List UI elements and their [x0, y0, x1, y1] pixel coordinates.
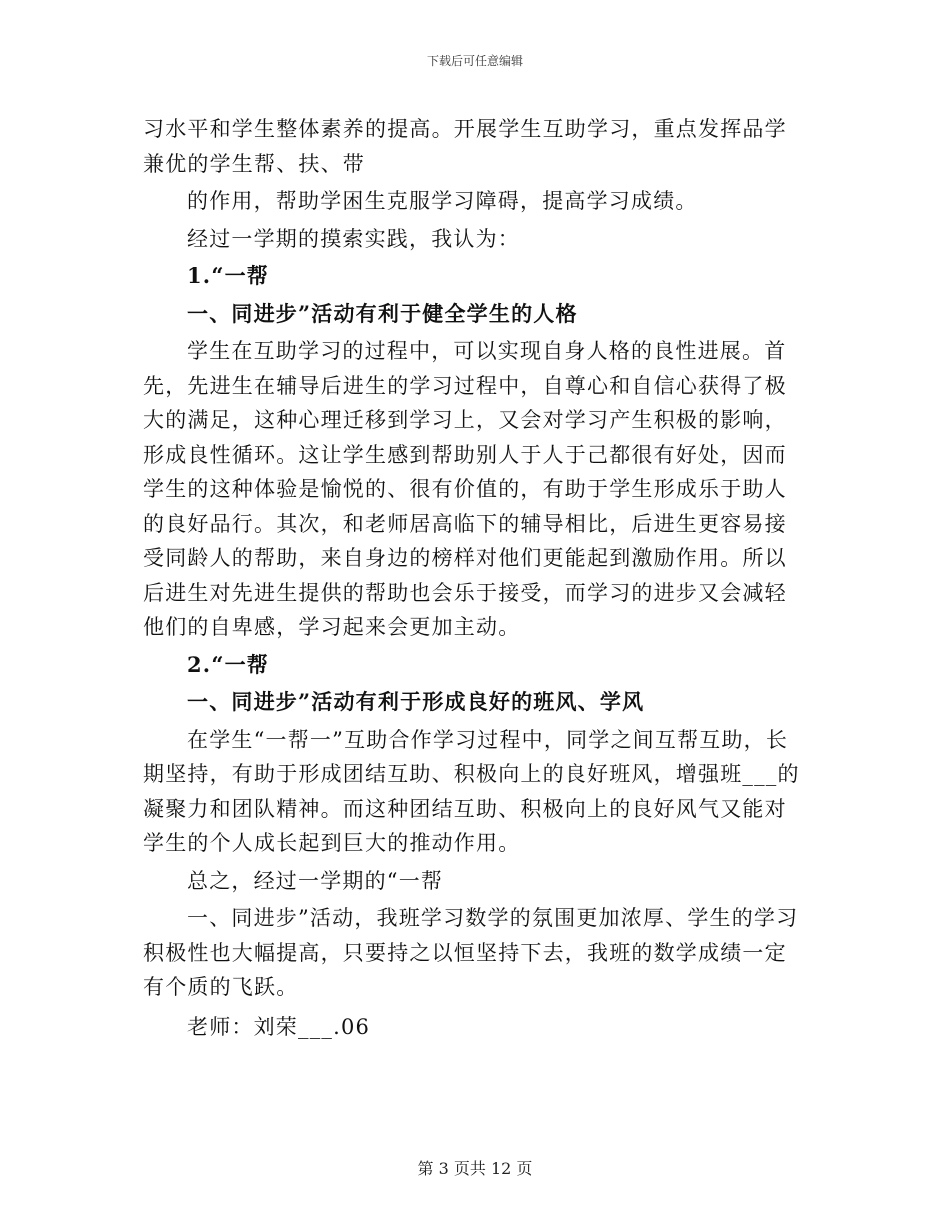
- section-heading-2-title: 一、同进步”活动有利于形成良好的班风、学风: [187, 689, 645, 714]
- section-heading-2-number: 2.“一帮: [187, 651, 270, 677]
- section-heading-1-number: 1.“一帮: [187, 263, 270, 288]
- paragraph-summary-start: 总之，经过一学期的“一帮: [187, 868, 444, 893]
- document-body: [143, 112, 803, 1047]
- page-footer: 第 3 页共 12 页: [417, 1159, 533, 1178]
- paragraph-2: 的作用，帮助学困生克服学习障碍，提高学习成绩。: [187, 189, 698, 213]
- page-header: 下载后可任意编辑: [426, 54, 523, 68]
- paragraph-1: 习水平和学生整体素养的提高。开展学生互助学习，重点发挥品学兼优的学生帮、扶、带: [143, 117, 787, 176]
- paragraph-section-1-body: 学生在互助学习的过程中，可以实现自身人格的良性进展。首先，先进生在辅导后进生的学习过程中，自尊心和自信心获得了极大的满足，这种心理迁移到学习上，又会对学习产生积极的影响，形成良性循环。这让学生感到帮助别人于人于己都很有好处，因而学生的这种体验是愉悦的、很有价值的，有助于学生形成乐于助人的良好品行。其次，和老师居高临下的辅导相比，后进生更容易接受同龄人的帮助，来自身边的榜样对他们更能起到激励作用。所以后进生对先进生提供的帮助也会乐于接受，而学习的进步又会减轻他们的自卑感，学习起来会更加主动。: [143, 339, 787, 639]
- signature-line: 老师：刘荣___.06: [187, 1014, 371, 1039]
- paragraph-section-2-body: 在学生“一帮一”互助合作学习过程中，同学之间互帮互助，长期坚持，有助于形成团结互助、积极向上的良好班风，增强班___的凝聚力和团队精神。而这种团结互助、积极向上的良好风气又能对学生的个人成长起到巨大的推动作用。: [143, 727, 800, 855]
- section-heading-1-title: 一、同进步”活动有利于健全学生的人格: [187, 300, 578, 326]
- paragraph-summary-body: 一、同进步”活动，我班学习数学的氛围更加浓厚、学生的学习积极性也大幅提高，只要持之以恒坚持下去，我班的数学成绩一定有个质的飞跃。: [143, 906, 799, 999]
- paragraph-3: 经过一学期的摸索实践，我认为：: [187, 226, 520, 251]
